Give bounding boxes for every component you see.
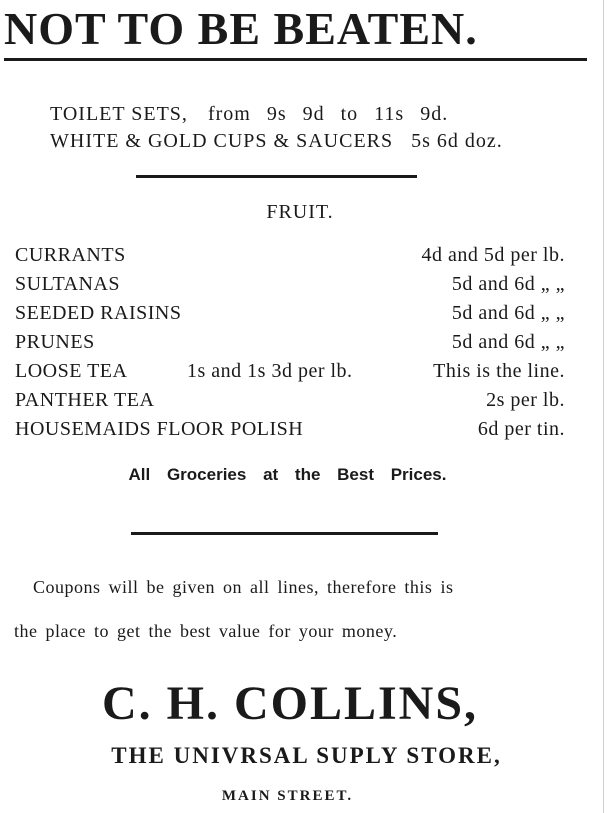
- coupons-line: the place to get the best value for your money.: [14, 621, 398, 641]
- store-address: MAIN STREET.: [221, 788, 354, 804]
- item-price: 4d and 5d per lb.: [421, 244, 565, 266]
- price-row: [15, 389, 565, 415]
- item-price: 5d and 6d „ „: [451, 273, 565, 295]
- offer-toilet-sets: [50, 103, 448, 126]
- price-row: [15, 244, 565, 270]
- section-divider: [136, 175, 417, 178]
- item-name: SEEDED RAISINS: [15, 302, 182, 324]
- item-name: SULTANAS: [15, 273, 121, 295]
- store-name: THE UNIVRSAL SUPLY STORE,: [111, 743, 502, 768]
- section-divider: [131, 532, 438, 535]
- item-name: HOUSEMAIDS FLOOR POLISH: [15, 418, 304, 440]
- item-price: This is the line.: [433, 360, 565, 382]
- ad-headline: NOT TO BE BEATEN.: [4, 3, 478, 54]
- coupons-line: Coupons will be given on all lines, therefore this is: [33, 577, 454, 597]
- merchant-name: C. H. COLLINS,: [101, 677, 479, 730]
- item-price: 6d per tin.: [477, 418, 565, 440]
- offer-price: from 9s 9d to 11s 9d.: [207, 103, 449, 125]
- item-price: 5d and 6d „ „: [451, 302, 565, 324]
- price-row: [15, 360, 565, 386]
- headline-rule: [4, 58, 587, 61]
- item-name: PANTHER TEA: [15, 389, 155, 411]
- item-name: CURRANTS: [15, 244, 126, 266]
- price-row: [15, 331, 565, 357]
- groceries-note: All Groceries at the Best Prices.: [128, 465, 447, 484]
- offer-price: 5s 6d doz.: [411, 130, 503, 152]
- offer-cups-saucers: [50, 130, 503, 153]
- offer-name: WHITE & GOLD CUPS & SAUCERS: [50, 130, 394, 152]
- offer-name: TOILET SETS,: [50, 103, 188, 125]
- page-edge-line: [603, 0, 604, 813]
- item-price: 2s per lb.: [486, 389, 565, 411]
- item-price: 5d and 6d „ „: [451, 331, 565, 353]
- price-row: [15, 302, 565, 328]
- price-row: [15, 273, 565, 299]
- item-price-detail: 1s and 1s 3d per lb.: [187, 360, 353, 382]
- item-name: LOOSE TEA: [15, 360, 128, 382]
- price-row: [15, 418, 565, 444]
- item-name: PRUNES: [15, 331, 95, 353]
- fruit-heading: FRUIT.: [266, 201, 334, 223]
